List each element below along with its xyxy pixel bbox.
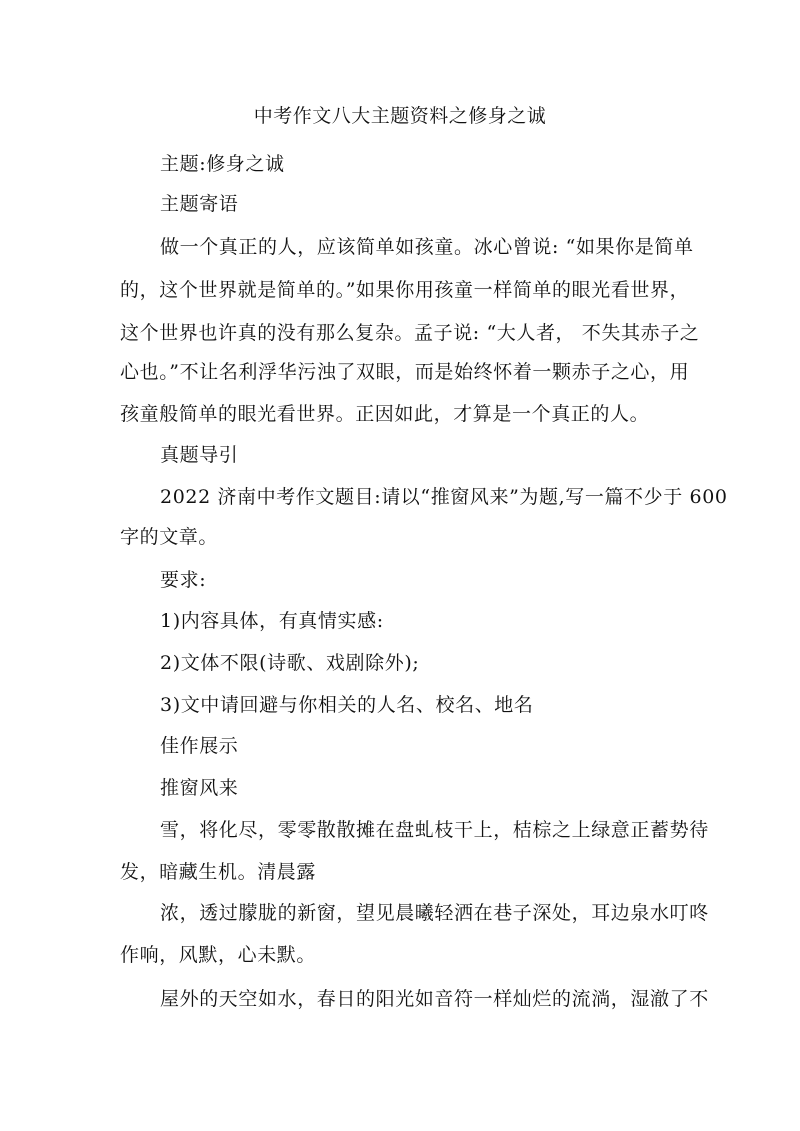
paragraph-line: 作响，风默，心未默。 [120, 944, 317, 966]
paragraph-line: 做一个真正的人，应该简单如孩童。冰心曾说: “如果你是简单 [160, 236, 694, 258]
section-heading-showcase: 佳作展示 [160, 735, 239, 757]
essay-title: 推窗风来 [160, 777, 239, 799]
paragraph-line: 雪，将化尽，零零散散摊在盘虬枝干上，桔棕之上绿意正蓄势待 [160, 819, 709, 841]
requirement-item: 1)内容具体，有真情实感: [160, 610, 384, 632]
section-heading-real-question: 真题导引 [160, 444, 239, 466]
document-title: 中考作文八大主题资料之修身之诚 [253, 105, 547, 127]
paragraph-line: 屋外的天空如水，春日的阳光如音符一样灿烂的流淌，湿澈了不 [160, 988, 709, 1010]
paragraph-line: 心也。”不让名利浮华污浊了双眼，而是始终怀着一颗赤子之心，用 [120, 361, 690, 383]
paragraph-line: 字的文章。 [120, 526, 219, 548]
paragraph-line: 2022 济南中考作文题目:请以“推窗风来”为题,写一篇不少于 600 [160, 486, 728, 508]
theme-line: 主题:修身之诚 [160, 153, 285, 175]
requirements-heading: 要求: [160, 569, 207, 591]
requirement-item: 3)文中请回避与你相关的人名、校名、地名 [160, 694, 534, 716]
requirement-item: 2)文体不限(诗歌、戏剧除外); [160, 652, 420, 674]
paragraph-line: 浓，透过朦胧的新窗，望见晨曦轻洒在巷子深处，耳边泉水叮咚 [160, 902, 709, 924]
paragraph-line: 这个世界也许真的没有那么复杂。孟子说: “大人者， 不失其赤子之 [120, 322, 700, 344]
paragraph-line: 发，暗藏生机。清晨露 [120, 861, 317, 883]
paragraph-line: 孩童般简单的眼光看世界。正因如此，才算是一个真正的人。 [120, 403, 650, 425]
section-heading-theme-message: 主题寄语 [160, 193, 239, 215]
paragraph-line: 的，这个世界就是简单的。”如果你用孩童一样简单的眼光看世界， [120, 279, 690, 301]
